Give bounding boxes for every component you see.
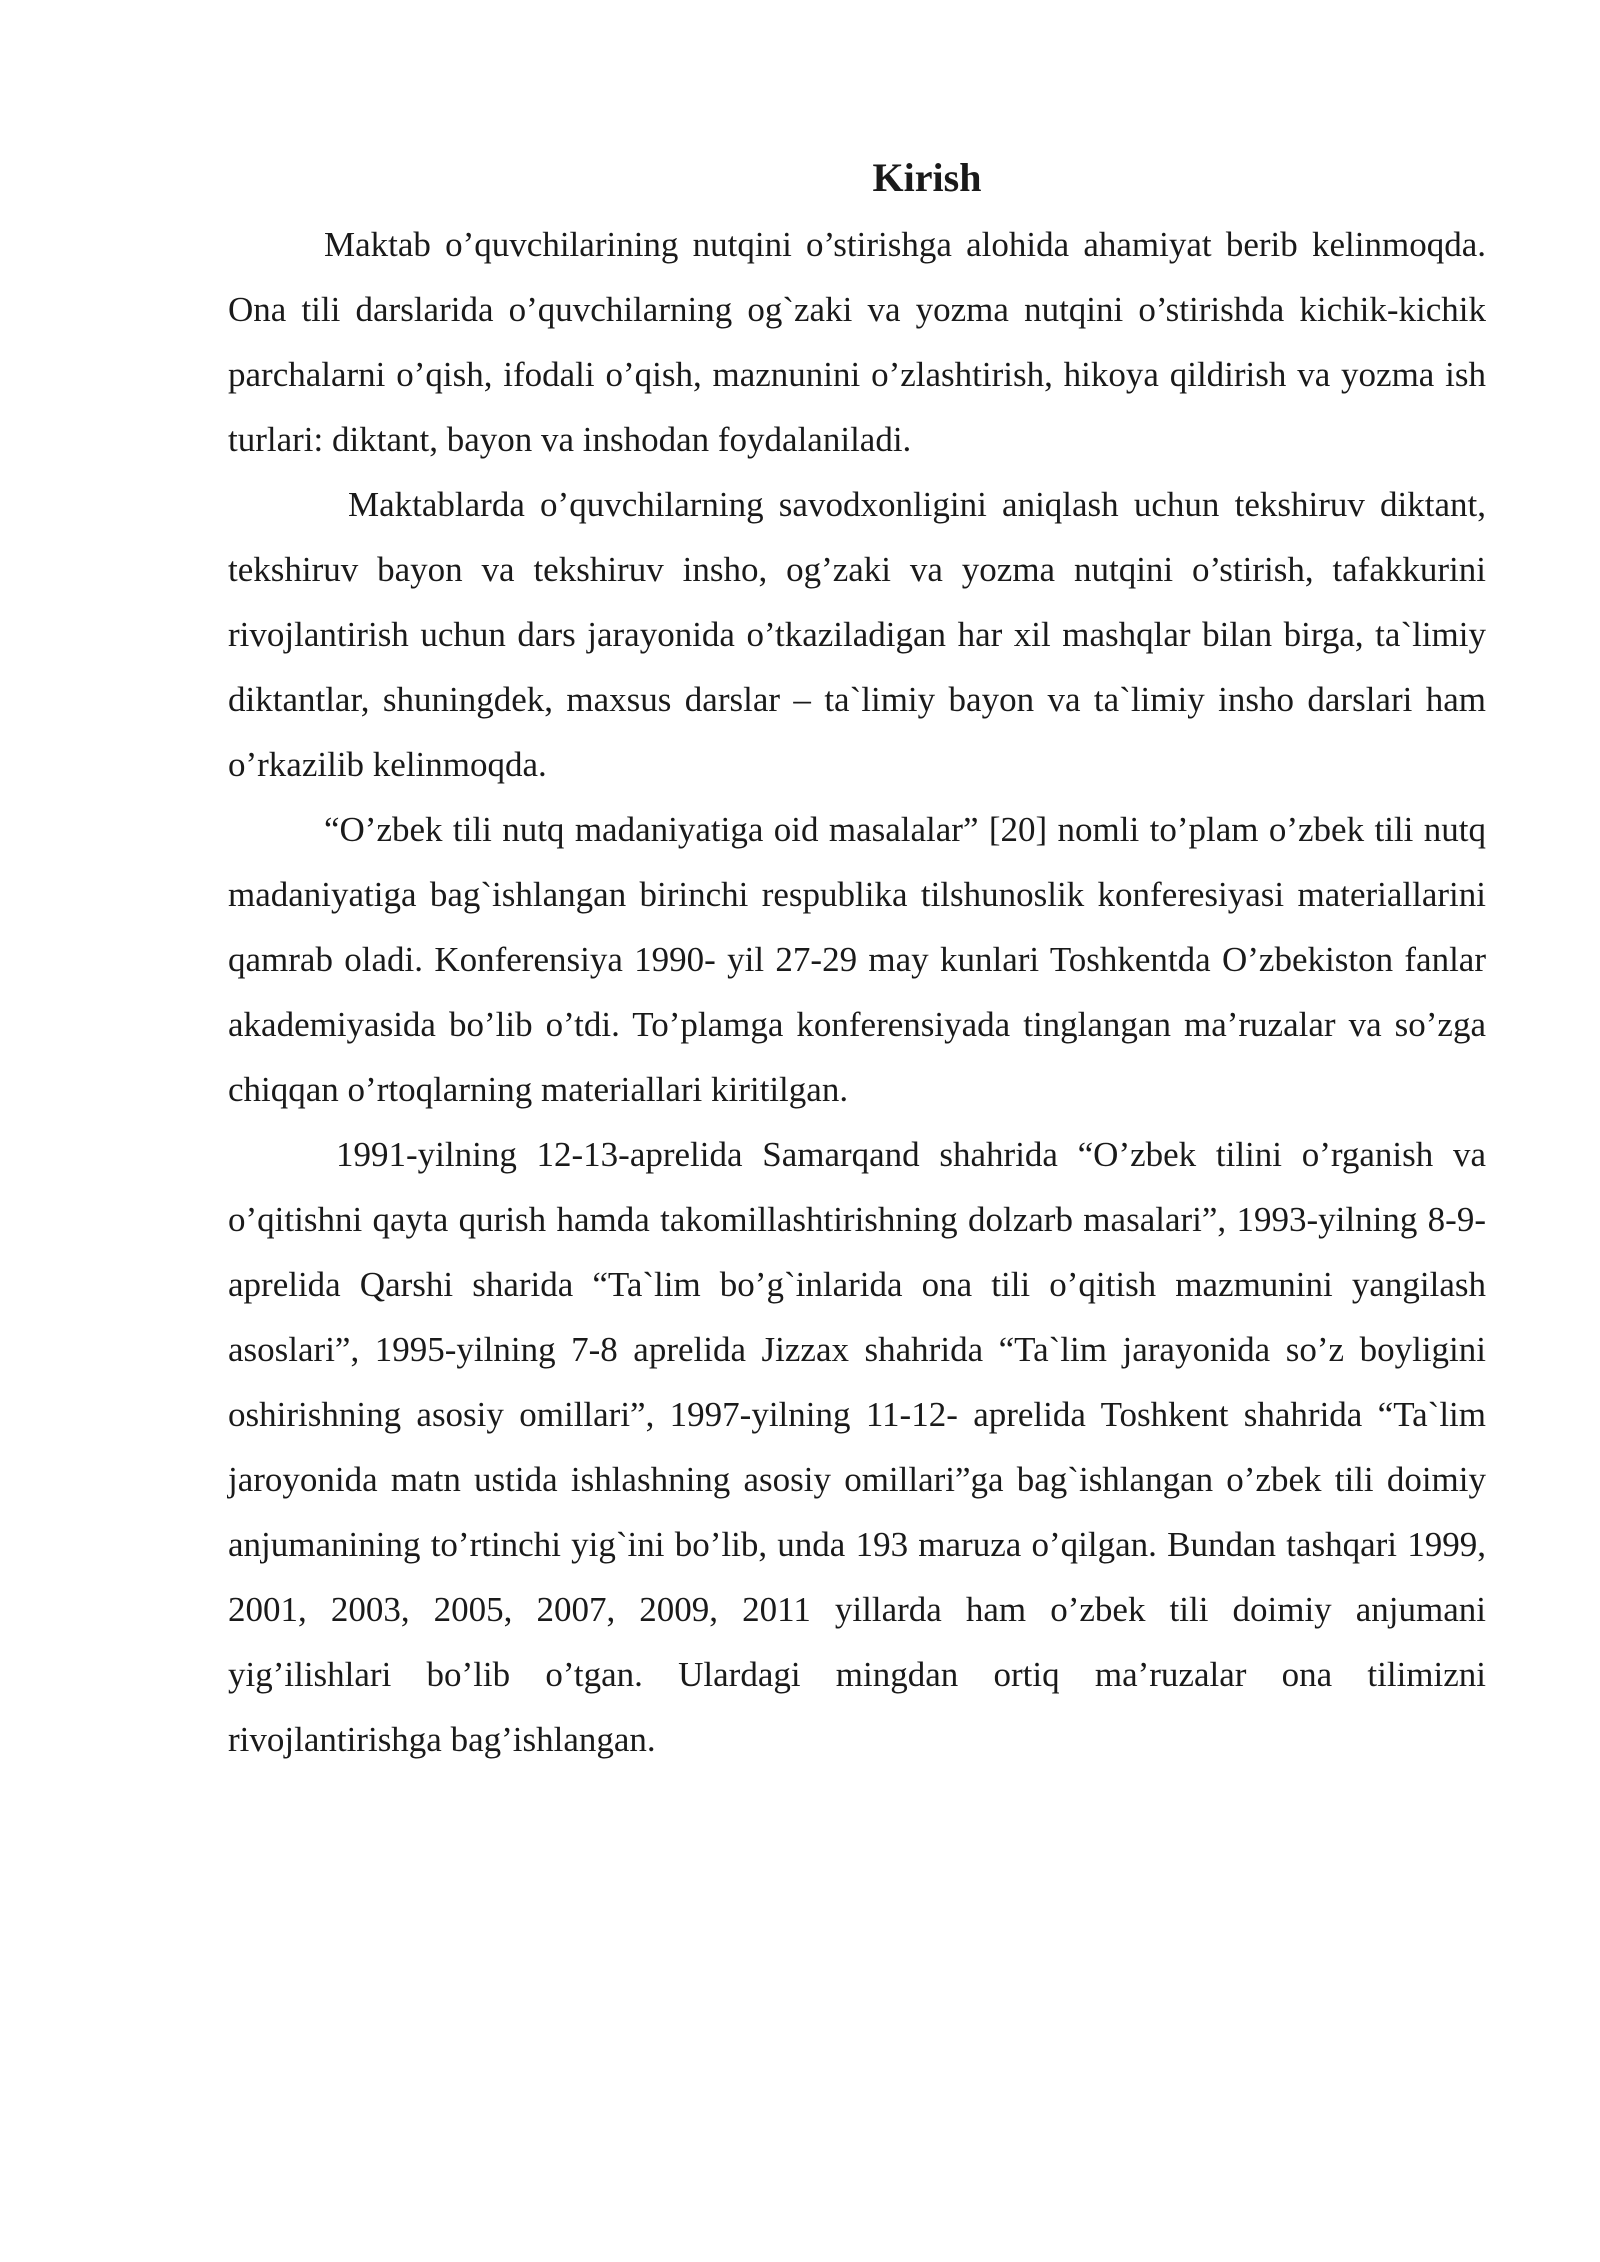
- paragraph-3: “O’zbek tili nutq madaniyatiga oid masalalar” [20] nomli to’plam o’zbek tili nutq madaniyatiga bag`ishlangan birinchi respublika tilshunoslik konferesiyasi materiallarini qamrab oladi. Konferensiya 1990- yil 27-29 may kunlari Toshkentda O’zbekiston fanlar akademiyasida bo’lib o’tdi. To’plamga konferensiyada tinglangan ma’ruzalar va so’zga chiqqan o’rtoqlarning materiallari kiritilgan.: [228, 810, 1486, 1109]
- paragraph-2: Maktablarda o’quvchilarning savodxonligini aniqlash uchun tekshiruv diktant, tekshiruv bayon va tekshiruv insho, og’zaki va yozma nutqini o’stirish, tafakkurini rivojlantirish uchun dars jarayonida o’tkaziladigan har xil mashqlar bilan birga, ta`limiy diktantlar, shuningdek, maxsus darslar – ta`limiy bayon va ta`limiy insho darslari ham o’rkazilib kelinmoqda.: [228, 485, 1486, 784]
- paragraph-4: 1991-yilning 12-13-aprelida Samarqand shahrida “O’zbek tilini o’rganish va o’qitishni qayta qurish hamda takomillashtirishning dolzarb masalari”, 1993-yilning 8-9-aprelida Qarshi sharida “Ta`lim bo’g`inlarida ona tili o’qitish mazmunini yangilash asoslari”, 1995-yilning 7-8 aprelida Jizzax shahrida “Ta`lim jarayonida so’z boyligini oshirishning asosiy omillari”, 1997-yilning 11-12- aprelida Toshkent shahrida “Ta`lim jaroyonida matn ustida ishlashning asosiy omillari”ga bag`ishlangan o’zbek tili doimiy anjumanining to’rtinchi yig`ini bo’lib, unda 193 maruza o’qilgan. Bundan tashqari 1999, 2001, 2003, 2005, 2007, 2009, 2011 yillarda ham o’zbek tili doimiy anjumani yig’ilishlari bo’lib o’tgan. Ulardagi mingdan ortiq ma’ruzalar ona tilimizni rivojlantirishga bag’ishlangan.: [228, 1135, 1486, 1759]
- paragraph-1: Maktab o’quvchilarining nutqini o’stirishga alohida ahamiyat berib kelinmoqda. Ona tili darslarida o’quvchilarning og`zaki va yozma nutqini o’stirishda kichik-kichik parchalarni o’qish, ifodali o’qish, maznunini o’zlashtirish, hikoya qildirish va yozma ish turlari: diktant, bayon va inshodan foydalaniladi.: [228, 225, 1486, 459]
- document-page: [228, 148, 1486, 1772]
- document-title: Kirish: [872, 155, 982, 200]
